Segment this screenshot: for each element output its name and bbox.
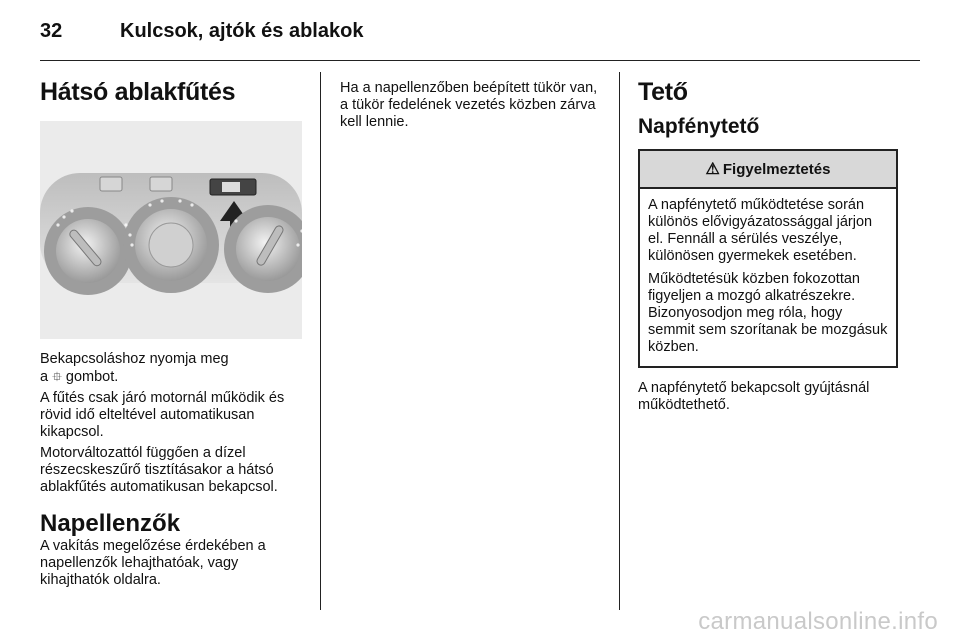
instruction-pre: a (40, 369, 53, 385)
warning-title: Figyelmeztetés (722, 160, 831, 178)
warning-box (638, 149, 898, 368)
warning-paragraph-2: Működtetésük közben fokozottan figyeljen a mozgó alkatrészekre. Bizonyosodjon meg róla, hogy semmit sem szorítanak be mozgásuk közben. (648, 271, 888, 355)
section-heading-rear-heating: Hátsó ablakfűtés (40, 78, 236, 106)
instruction-line1: Bekapcsoláshoz nyomja meg (40, 351, 229, 367)
column-divider-1 (320, 72, 321, 610)
warning-paragraph-1: A napfénytető működtetése során különös elővigyázatossággal járjon el. Fennáll a sérülés veszélye, különösen gyermekek esetében. (648, 197, 873, 264)
watermark: carmanualsonline.info (698, 608, 938, 635)
section-heading-sun-visors: Napellenzők (40, 510, 181, 537)
header-rule (40, 60, 920, 61)
paragraph-sunroof-operation: A napfénytető bekapcsolt gyújtásnál működtethető. (638, 380, 870, 413)
page-header (40, 14, 920, 62)
instruction-post: gombot. (61, 369, 119, 385)
paragraph-mirror: Ha a napellenzőben beépített tükör van, a tükör fedelének vezetés közben zárva kell lennie. (340, 80, 598, 130)
instruction-paragraph (40, 351, 302, 386)
paragraph-diesel-filter: Motorváltozattól függően a dízel részecskeszűrő tisztításakor a hátsó ablakfűtés automatikusan bekapcsol. (40, 445, 278, 495)
warning-body (640, 189, 896, 366)
paragraph-heating-duration: A fűtés csak járó motornál működik és rövid idő elteltével automatikusan kikapcsol. (40, 390, 285, 440)
warning-header (640, 151, 896, 189)
column-2 (340, 72, 602, 135)
climate-control-illustration (40, 121, 302, 339)
page-number: 32 (40, 20, 63, 42)
column-3 (638, 72, 900, 418)
rear-window-heating-icon: ⯐ (52, 369, 62, 384)
column-divider-2 (619, 72, 620, 610)
warning-triangle-icon: ⚠ (705, 161, 720, 178)
chapter-title: Kulcsok, ajtók és ablakok (120, 20, 364, 42)
subheading-sunroof: Napfénytető (638, 115, 760, 138)
paragraph-sun-visors: A vakítás megelőzése érdekében a napellenzők lehajthatóak, vagy kihajthatók oldalra. (40, 538, 266, 588)
column-1 (40, 72, 302, 593)
section-heading-roof: Tető (638, 78, 688, 106)
